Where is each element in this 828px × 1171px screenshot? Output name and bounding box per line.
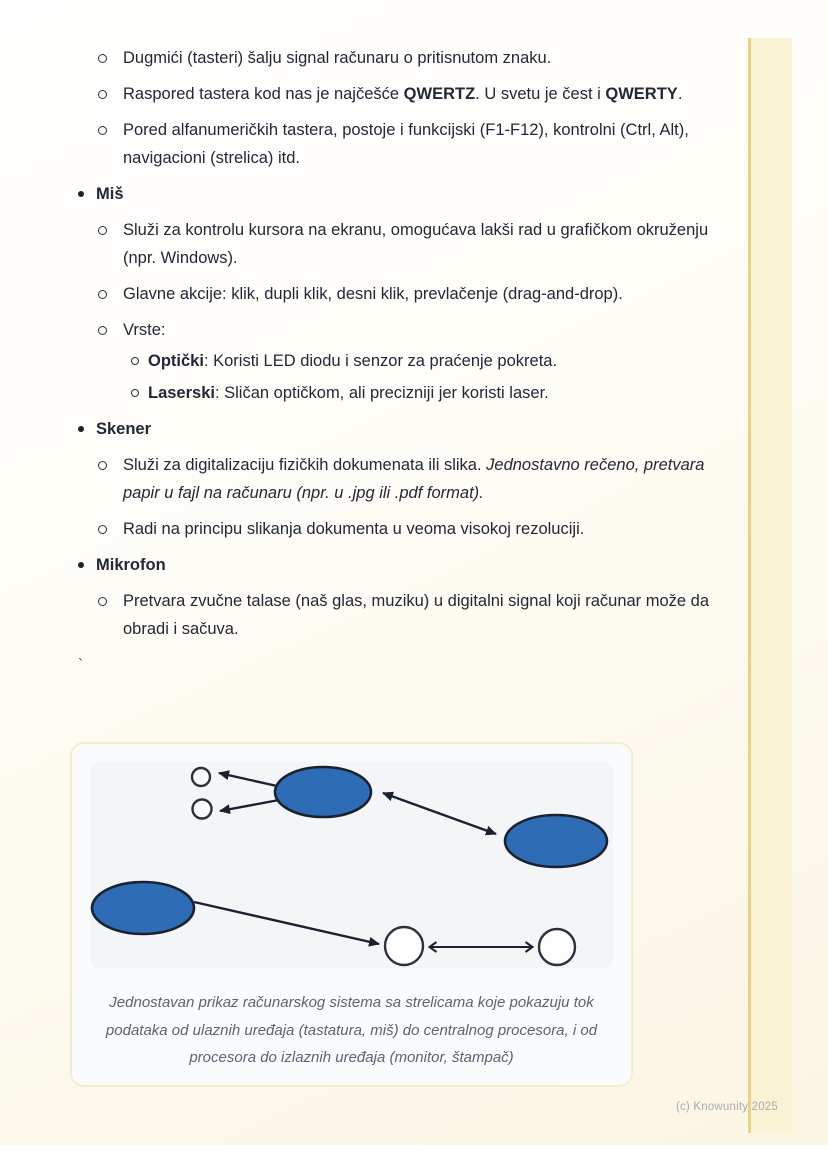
disc-bullet-icon — [78, 426, 84, 432]
double-arrow-top — [383, 793, 496, 834]
bold-segment: QWERTZ — [403, 85, 476, 103]
list-item-text: Pored alfanumeričkih tastera, postoje i funkcijski (F1-F12), kontrolni (Ctrl, Alt), navigacioni (strelica) itd. — [123, 121, 689, 167]
list-item — [78, 316, 712, 344]
circle-b — [539, 929, 575, 965]
circle-bullet-icon — [131, 389, 139, 397]
list-item-text — [123, 451, 712, 507]
section-item-scanner — [78, 415, 712, 443]
disc-bullet-icon — [78, 562, 84, 568]
list-item — [78, 44, 712, 72]
figure-caption: Jednostavan prikaz računarskog sistema sa strelicama koje pokazuju tok podataka od ulaznih uređaja (tastatura, miš) do centralnog procesora, i od procesora do izlaznih uređaja (monitor, štampač) — [105, 994, 598, 1066]
list-item-text — [123, 80, 712, 108]
bold-segment: Optički — [148, 352, 204, 370]
text-segment: Raspored tastera kod nas je najčešće — [123, 85, 404, 103]
arrow-cpu-to-circle2 — [220, 800, 279, 811]
small-circle-2 — [193, 800, 212, 819]
list-item-text: Vrste: — [123, 321, 166, 339]
circle-bullet-icon — [98, 54, 107, 63]
notes-content — [78, 44, 712, 679]
list-item-text — [148, 347, 712, 375]
copyright-text: (c) Knowunity 2025 — [675, 1101, 778, 1113]
diagram-image — [90, 762, 613, 968]
circle-bullet-icon — [98, 90, 107, 99]
text-segment: : Sličan optičkom, ali precizniji jer koristi laser. — [214, 384, 549, 402]
circle-bullet-icon — [98, 461, 107, 470]
list-item-text: Dugmići (tasteri) šalju signal računaru o pritisnutom znaku. — [123, 49, 552, 67]
highlight-strip — [748, 38, 792, 1133]
list-item-text: Pretvara zvučne talase (naš glas, muziku) u digitalni signal koji računar može da obradi i sačuva. — [123, 592, 710, 638]
circle-bullet-icon — [98, 525, 107, 534]
circle-bullet-icon — [131, 357, 139, 365]
sub-list-item — [78, 379, 712, 407]
arrow-cpu-to-circle1 — [219, 773, 277, 786]
system-diagram — [90, 762, 613, 968]
list-item — [78, 280, 712, 308]
section-item-microphone — [78, 551, 712, 579]
section-title: Miš — [96, 185, 124, 203]
list-item — [78, 116, 712, 172]
circle-bullet-icon — [98, 226, 107, 235]
list-item-text: Služi za kontrolu kursora na ekranu, omogućava lakši rad u grafičkom okruženju (npr. Windows). — [123, 221, 709, 267]
list-item-text: Glavne akcije: klik, dupli klik, desni klik, prevlačenje (drag-and-drop). — [123, 285, 623, 303]
arrow-ellipse-to-circle-a — [194, 902, 379, 944]
section-title: Mikrofon — [96, 556, 166, 574]
list-item — [78, 515, 712, 543]
list-item — [78, 216, 712, 272]
circle-bullet-icon — [98, 126, 107, 135]
disc-bullet-icon — [78, 191, 84, 197]
stray-character: ` — [78, 656, 83, 673]
sub-list-item — [78, 347, 712, 375]
text-segment: Služi za digitalizaciju fizičkih dokumenata ili slika. — [123, 456, 487, 474]
list-item — [78, 451, 712, 507]
small-circle-1 — [192, 768, 210, 786]
section-item-mouse — [78, 180, 712, 208]
text-segment: . U svetu je čest i — [475, 85, 606, 103]
text-segment: : Koristi LED diodu i senzor za praćenje pokreta. — [203, 352, 558, 370]
blue-ellipse-bottom-left — [92, 882, 194, 934]
section-title: Skener — [96, 420, 152, 438]
circle-a — [385, 927, 423, 965]
figure-card — [70, 742, 633, 1087]
list-item — [78, 80, 712, 108]
circle-bullet-icon — [98, 597, 107, 606]
circle-bullet-icon — [98, 326, 107, 335]
blue-ellipse-right — [505, 815, 607, 867]
bold-segment: QWERTY — [605, 85, 678, 103]
bold-segment: Laserski — [148, 384, 215, 402]
list-item-text — [148, 379, 712, 407]
list-item — [78, 587, 712, 643]
circle-bullet-icon — [98, 290, 107, 299]
italic-segment: Jednostavno rečeno, pretvara papir u fajl na računaru (npr. u .jpg ili .pdf format). — [123, 456, 705, 502]
blue-ellipse-top — [275, 767, 371, 817]
list-item-text: Radi na principu slikanja dokumenta u veoma visokoj rezoluciji. — [123, 520, 585, 538]
text-segment: . — [677, 85, 683, 103]
